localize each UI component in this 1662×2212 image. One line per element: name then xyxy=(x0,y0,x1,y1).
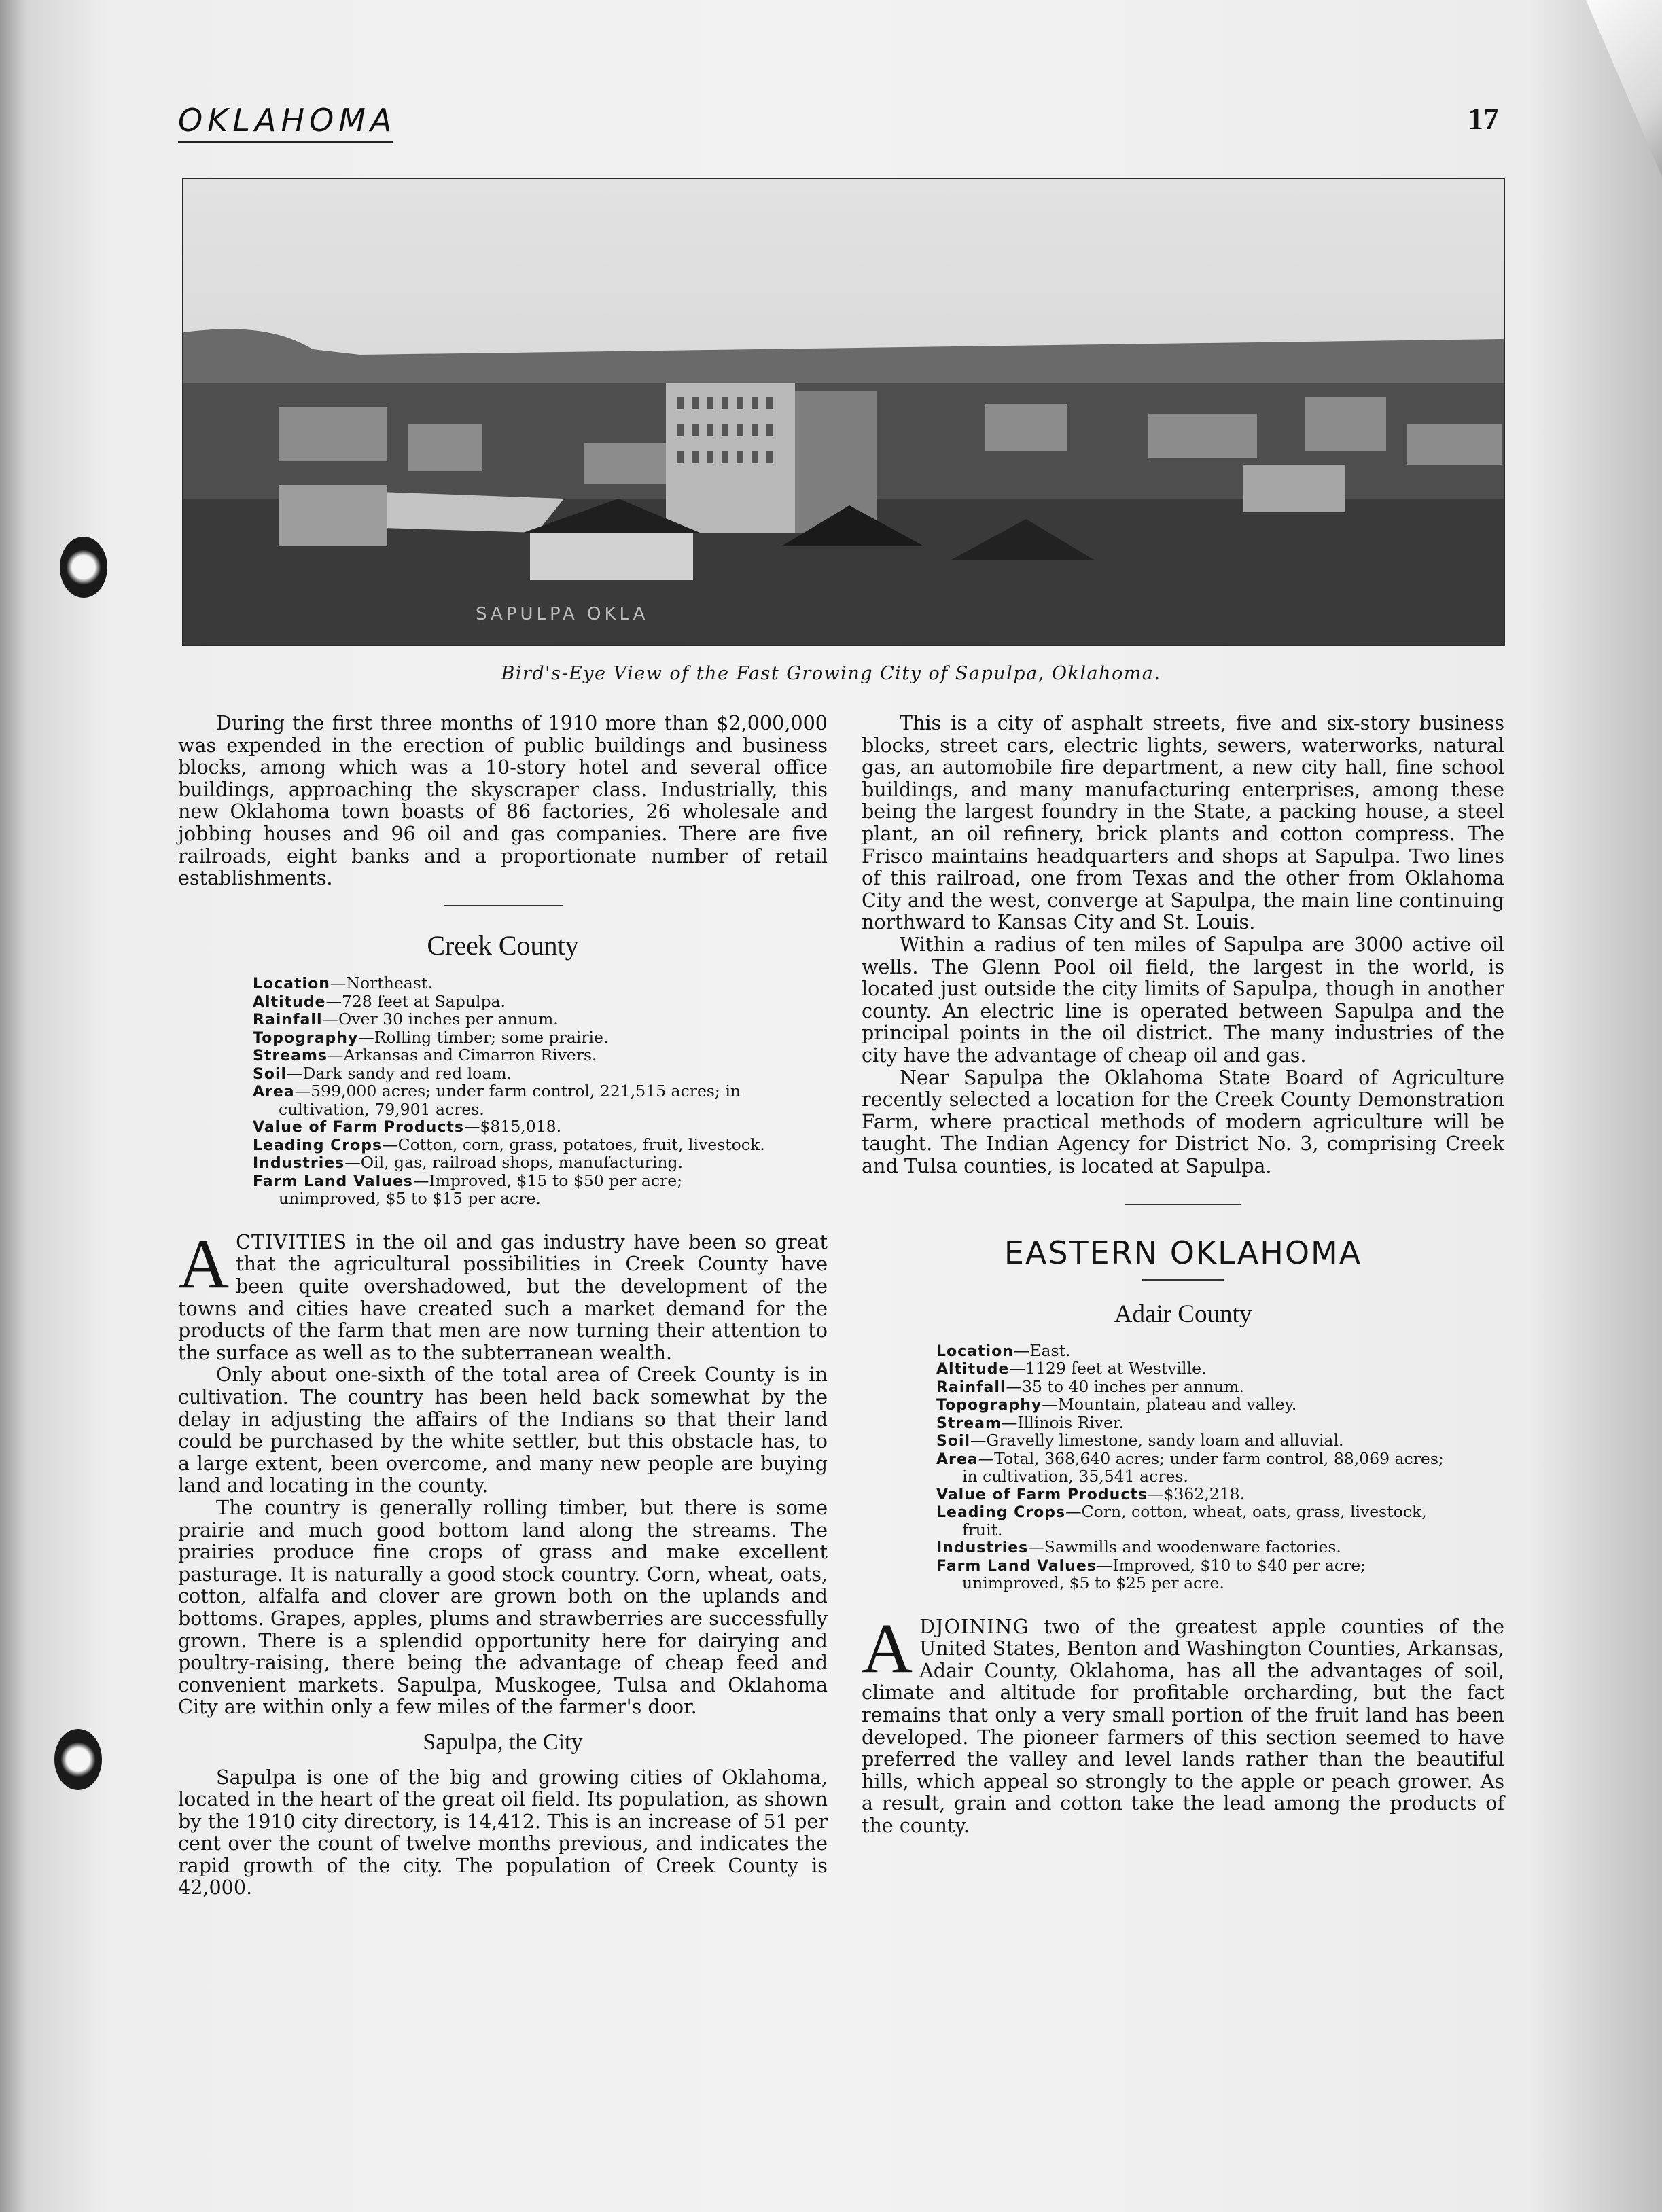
creek-lead-first-word: CTIVITIES xyxy=(236,1230,348,1253)
fact-row: Topography—Mountain, plateau and valley. xyxy=(936,1395,1297,1414)
adair-lead-paragraph xyxy=(862,1609,1504,1837)
page-number: 17 xyxy=(1468,101,1499,136)
creek-paragraph-3: The country is generally rolling timber, but there is some prairie and much good bottom land along the streams. The prairies produce fine crops of grass and make excellent pasturage. It is naturally a good stock country. Corn, wheat, oats, cotton, alfalfa and clover are grown both on the uplands and bottoms. Grapes, apples, plums and strawberries are successfully grown. There is a splendid opportunity here for dairying and poultry-raising, there being the advantage of cheap feed and convenient markets. Sapulpa, Muskogee, Tulsa and Oklahoma City are within only a few miles of the farmer's door. xyxy=(178,1495,828,1719)
creek-paragraph-2: Only about one-sixth of the total area of Creek County is in cultivation. The country has been held back somewhat by the delay in adjusting the affairs of the Indians so that their land could be purchased by the white settler, but this obstacle has, to a large extent, been overcome, and many new people are buying land and locating in the county. xyxy=(178,1363,828,1497)
section-divider xyxy=(1142,1279,1224,1281)
binding-hole-upper xyxy=(60,537,107,598)
section-divider xyxy=(444,905,563,906)
fact-row: Altitude—1129 feet at Westville. xyxy=(936,1359,1207,1378)
fact-row: Value of Farm Products—$362,218. xyxy=(936,1484,1245,1503)
sapulpa-paragraph-1: Sapulpa is one of the big and growing cities of Oklahoma, located in the heart of the great oil field. Its population, as shown by the 1910 city directory, is 14,412. This is an increase of 51 per cent over the count of twelve months previous, and indicates the rapid growth of the city. The population of Creek County is 42,000. xyxy=(178,1765,828,1899)
city-photo-illustration xyxy=(183,179,1504,645)
fact-row: Altitude—728 feet at Sapulpa. xyxy=(253,991,506,1011)
sapulpa-paragraph-4: Near Sapulpa the Oklahoma State Board of Agriculture recently selected a location for the Creek County Demonstration Farm, where practical methods of modern agriculture will be taught. The Indian Agency for District No. 3, comprising Creek and Tulsa counties, is located at Sapulpa. xyxy=(862,1065,1504,1177)
left-column xyxy=(178,712,828,1899)
creek-facts xyxy=(253,975,769,1208)
creek-dropcap: A xyxy=(178,1224,230,1303)
sapulpa-paragraph-2: This is a city of asphalt streets, five and six-story business blocks, street cars, electric lights, sewers, waterworks, natural gas, an automobile fire department, a new city hall, fine school buildings, and many manufacturing enterprises, among these being the largest foundry in the State, a packing house, a steel plant, an oil refinery, brick plants and cotton compress. The Frisco maintains headquarters and shops at Sapulpa. Two lines of this railroad, one from Texas and the other from Oklahoma City and the west, converge at Sapulpa, the main line continuing northward to Kansas City and St. Louis. xyxy=(862,711,1504,934)
fact-row: Location—East. xyxy=(936,1340,1071,1360)
city-photo xyxy=(182,178,1505,646)
photo-label: SAPULPA OKLA xyxy=(476,604,649,624)
sapulpa-city-heading: Sapulpa, the City xyxy=(423,1729,583,1755)
creek-lead-paragraph xyxy=(178,1224,828,1364)
running-head: OKLAHOMA xyxy=(178,102,397,139)
photo-caption: Bird's-Eye View of the Fast Growing City of Sapulpa, Oklahoma. xyxy=(501,663,1161,684)
fact-row: Rainfall—35 to 40 inches per annum. xyxy=(936,1376,1245,1396)
running-head-rule xyxy=(178,141,393,143)
fact-row: Value of Farm Products—$815,018. xyxy=(253,1117,562,1137)
fact-row: Leading Crops—Corn, cotton, wheat, oats, grass, livestock, fruit. xyxy=(936,1502,1427,1539)
binding-hole-lower xyxy=(54,1729,102,1790)
eastern-oklahoma-heading: EASTERN OKLAHOMA xyxy=(1004,1234,1362,1272)
right-column xyxy=(862,712,1504,1837)
adair-lead-first-word: DJOINING xyxy=(919,1614,1029,1638)
fact-row: Industries—Oil, gas, railroad shops, manufacturing. xyxy=(253,1153,684,1173)
fact-row: Soil—Gravelly limestone, sandy loam and alluvial. xyxy=(936,1431,1344,1450)
fact-row: Location—Northeast. xyxy=(253,974,433,993)
adair-facts xyxy=(936,1342,1453,1592)
fact-row: Farm Land Values—Improved, $10 to $40 per acre; unimproved, $5 to $25 per acre. xyxy=(936,1555,1366,1593)
page-fold-corner xyxy=(1567,0,1662,177)
fact-row: Farm Land Values—Improved, $15 to $50 per acre; unimproved, $5 to $15 per acre. xyxy=(253,1171,683,1209)
section-divider xyxy=(1125,1204,1241,1205)
intro-paragraph: During the first three months of 1910 more than $2,000,000 was expended in the erection of public buildings and business blocks, among which was a 10-story hotel and several office buildings, approaching the skyscraper class. Industrially, this new Oklahoma town boasts of 86 factories, 26 wholesale and jobbing houses and 96 oil and gas companies. There are five railroads, eight banks and a proportionate number of retail establishments. xyxy=(178,711,828,890)
sapulpa-paragraph-3: Within a radius of ten miles of Sapulpa are 3000 active oil wells. The Glenn Pool oil field, the largest in the world, is located just outside the city limits of Sapulpa, though in another county. An electric line is operated between Sapulpa and the principal points in the oil district. The many industries of the city have the advantage of cheap oil and gas. xyxy=(862,932,1504,1067)
fact-row: Industries—Sawmills and woodenware factories. xyxy=(936,1537,1341,1557)
fact-row: Rainfall—Over 30 inches per annum. xyxy=(253,1010,559,1029)
adair-county-heading: Adair County xyxy=(1114,1300,1252,1329)
creek-lead-text: in the oil and gas industry have been so great that the agricultural possibilities in Creek County have been quite overshadowed, but the development of the towns and cities have created such a market demand for the products of the farm that men are now turning their attention to the surface as well as to the subterranean wealth. xyxy=(178,1230,828,1364)
creek-county-heading: Creek County xyxy=(427,929,579,961)
adair-lead-text: two of the greatest apple counties of the United States, Benton and Washington Counties, Arkansas, Adair County, Oklahoma, has all the advantages of soil, climate and altitude for profitable orcharding, but the fact remains that only a very small portion of the fruit land has been developed. The pioneer farmers of this section seemed to have preferred the valley and level lands rather than the beautiful hills, which appeal so strongly to the apple or peach grower. As a result, grain and cotton take the lead among the products of the county. xyxy=(862,1614,1504,1837)
fact-row: Topography—Rolling timber; some prairie. xyxy=(253,1027,609,1047)
fact-row: Stream—Illinois River. xyxy=(936,1412,1125,1432)
fact-row: Leading Crops—Cotton, corn, grass, potatoes, fruit, livestock. xyxy=(253,1135,765,1154)
fact-row: Soil—Dark sandy and red loam. xyxy=(253,1063,512,1083)
fact-row: Streams—Arkansas and Cimarron Rivers. xyxy=(253,1046,597,1065)
adair-dropcap: A xyxy=(862,1609,913,1688)
fact-row: Area—Total, 368,640 acres; under farm control, 88,069 acres; in cultivation, 35,541 acres. xyxy=(936,1448,1444,1486)
fact-row: Area—599,000 acres; under farm control, 221,515 acres; in cultivation, 79,901 acres. xyxy=(253,1082,741,1119)
